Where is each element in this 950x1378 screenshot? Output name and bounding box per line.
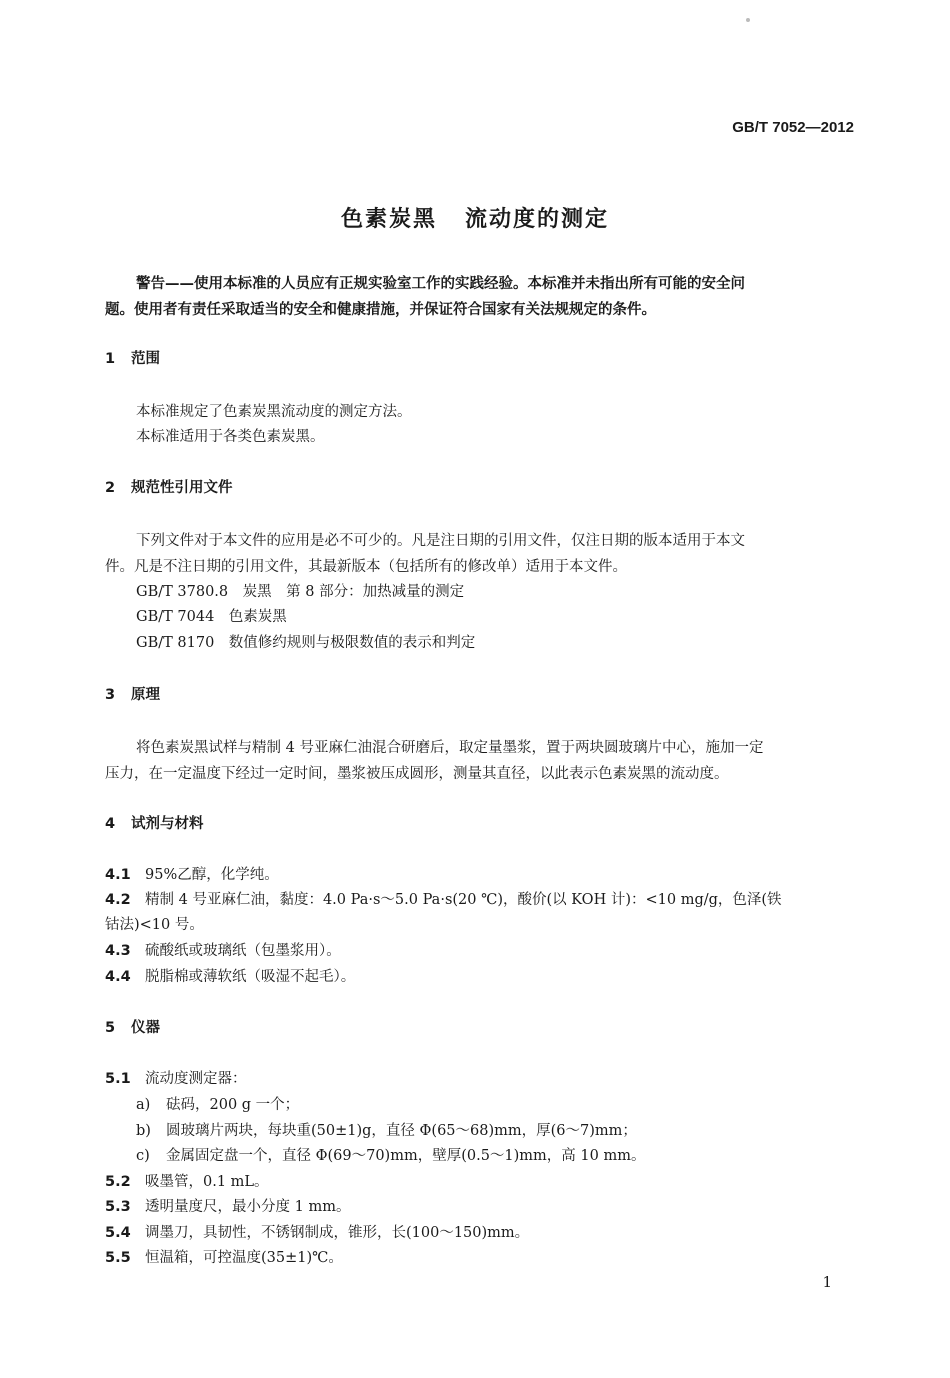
section-4-title: 试剂与材料 — [131, 816, 204, 832]
item-5-4-number: 5.4 — [105, 1225, 131, 1241]
item-4-2 — [105, 888, 782, 909]
item-5-3 — [105, 1195, 350, 1216]
section-1-title: 范围 — [131, 351, 160, 367]
item-4-2-continuation: 钴法)<10 号。 — [105, 917, 204, 933]
item-4-4-number: 4.4 — [105, 969, 131, 985]
item-5-5-text: 恒温箱，可控温度(35±1)℃。 — [145, 1250, 343, 1266]
subitem-a-letter: a) — [136, 1097, 151, 1113]
section-3-line-1: 将色素炭黑试样与精制 4 号亚麻仁油混合研磨后，取定量墨浆，置于两块圆玻璃片中心，施加一定 — [136, 740, 764, 756]
item-5-1 — [105, 1067, 247, 1088]
section-1-line-2: 本标准适用于各类色素炭黑。 — [136, 429, 325, 445]
item-5-1-number: 5.1 — [105, 1071, 131, 1087]
warning-line-2: 题。使用者有责任采取适当的安全和健康措施，并保证符合国家有关法规规定的条件。 — [105, 302, 656, 318]
item-5-4-text: 调墨刀，具韧性，不锈钢制成，锥形，长(100～150)mm。 — [145, 1225, 530, 1241]
item-4-4 — [105, 965, 355, 986]
section-1-number: 1 — [105, 351, 116, 367]
item-5-3-text: 透明量度尺，最小分度 1 mm。 — [145, 1199, 351, 1215]
item-4-3-text: 硫酸纸或玻璃纸（包墨浆用）。 — [145, 943, 341, 959]
item-4-2-number: 4.2 — [105, 892, 131, 908]
item-5-3-number: 5.3 — [105, 1199, 131, 1215]
item-5-2-number: 5.2 — [105, 1174, 131, 1190]
title-part2: 流动度的测定 — [465, 207, 610, 232]
item-5-5 — [105, 1246, 343, 1267]
item-4-1-number: 4.1 — [105, 867, 131, 883]
document-title — [0, 202, 950, 233]
subitem-c-text: 金属固定盘一个，直径 Φ(69～70)mm，壁厚(0.5～1)mm，高 10 mm。 — [166, 1148, 646, 1164]
reference-gbt-3780-8: GB/T 3780.8 炭黑 第 8 部分：加热减量的测定 — [136, 584, 465, 600]
section-5-heading — [105, 1016, 160, 1037]
section-5-number: 5 — [105, 1020, 116, 1036]
section-4-number: 4 — [105, 816, 116, 832]
reference-gbt-8170: GB/T 8170 数值修约规则与极限数值的表示和判定 — [136, 635, 476, 651]
section-4-heading — [105, 812, 204, 833]
item-4-4-text: 脱脂棉或薄软纸（吸湿不起毛）。 — [145, 969, 356, 985]
section-3-title: 原理 — [131, 687, 160, 703]
page-number: 1 — [822, 1273, 832, 1291]
subitem-b-letter: b) — [136, 1123, 151, 1139]
reference-gbt-7044: GB/T 7044 色素炭黑 — [136, 609, 287, 625]
section-2-number: 2 — [105, 480, 116, 496]
item-4-1 — [105, 863, 279, 884]
item-5-1-text: 流动度测定器： — [145, 1071, 247, 1087]
item-4-2-text: 精制 4 号亚麻仁油，黏度：4.0 Pa·s～5.0 Pa·s(20 ℃)，酸价(以 KOH 计)：<10 mg/g，色泽(铁 — [145, 892, 782, 908]
warning-line-1: 警告——使用本标准的人员应有正规实验室工作的实践经验。本标准并未指出所有可能的安全问 — [136, 276, 745, 292]
item-5-2 — [105, 1170, 269, 1191]
item-4-1-text: 95%乙醇，化学纯。 — [145, 867, 279, 883]
section-1-line-1: 本标准规定了色素炭黑流动度的测定方法。 — [136, 404, 412, 420]
subitem-5-1-c — [136, 1144, 645, 1165]
subitem-5-1-b — [136, 1119, 637, 1140]
section-2-title: 规范性引用文件 — [131, 480, 233, 496]
subitem-5-1-a — [136, 1093, 299, 1114]
section-3-line-2: 压力，在一定温度下经过一定时间，墨浆被压成圆形，测量其直径，以此表示色素炭黑的流动度。 — [105, 766, 729, 782]
subitem-c-letter: c) — [136, 1148, 150, 1164]
item-5-2-text: 吸墨管，0.1 mL。 — [145, 1174, 269, 1190]
scan-dot — [746, 18, 750, 22]
section-5-title: 仪器 — [131, 1020, 160, 1036]
subitem-b-text: 圆玻璃片两块，每块重(50±1)g，直径 Φ(65～68)mm，厚(6～7)mm； — [166, 1123, 637, 1139]
item-5-5-number: 5.5 — [105, 1250, 131, 1266]
section-3-number: 3 — [105, 687, 116, 703]
section-2-line-2: 件。凡是不注日期的引用文件，其最新版本（包括所有的修改单）适用于本文件。 — [105, 559, 627, 575]
item-5-4 — [105, 1221, 529, 1242]
item-4-3-number: 4.3 — [105, 943, 131, 959]
section-3-heading — [105, 683, 160, 704]
section-1-heading — [105, 347, 160, 368]
section-2-line-1: 下列文件对于本文件的应用是必不可少的。凡是注日期的引用文件，仅注日期的版本适用于本文 — [136, 533, 745, 549]
title-part1: 色素炭黑 — [340, 207, 437, 232]
subitem-a-text: 砝码，200 g 一个； — [166, 1097, 300, 1113]
section-2-heading — [105, 476, 233, 497]
item-4-3 — [105, 939, 341, 960]
standard-number: GB/T 7052—2012 — [732, 119, 854, 136]
